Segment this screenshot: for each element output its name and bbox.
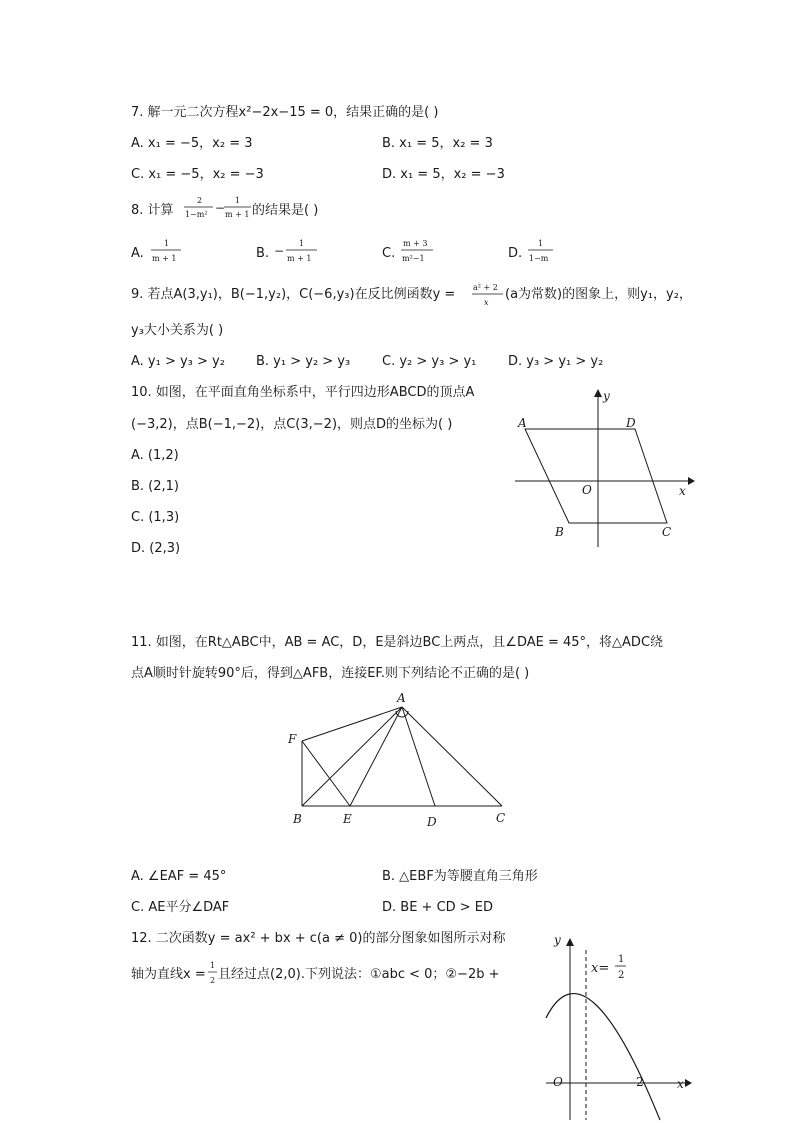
q8-b-den: m + 1 [287,254,312,263]
q8-minus: − [215,201,226,215]
q10-label-b: B [555,525,564,539]
q12-y-arrow [566,938,574,946]
q7-option-d: D. x₁ = 5，x₂ = −3 [382,167,505,182]
q10-option-a: A. (1,2) [131,448,179,463]
q7-option-a: A. x₁ = −5，x₂ = 3 [131,136,253,151]
q10-label-y: y [603,389,610,403]
q8-d-den: 1−m [529,254,549,263]
q9-fraction [470,280,506,310]
q11-label-e: E [343,812,352,826]
q10-label-o: O [582,483,592,497]
q11-seg-ab [302,707,402,806]
q8-b-label: B. [256,246,270,261]
q8-c-den: m²−1 [402,254,425,263]
q10-label-x: x [679,484,686,498]
q11-label-a: A [397,691,406,705]
q10-figure [505,385,695,550]
q8-a-label: A. [131,246,144,261]
q10-x-arrow [688,477,695,485]
q10-label-a: A [518,416,527,430]
q12-line2-a: 轴为直线x = [131,967,206,982]
q8-f1-den: 1−m² [185,210,208,219]
q9-stem-b: (a为常数)的图象上，则y₁，y₂， [505,287,692,302]
q7-stem: 7. 解一元二次方程x²−2x−15 = 0，结果正确的是( ) [131,105,439,120]
q9-frac-den: x [484,298,489,307]
q10-y-arrow [594,389,602,397]
q11-line1: 11. 如图，在Rt△ABC中，AB = AC，D，E是斜边BC上两点，且∠DAE = 45°，将△ADC绕 [131,635,664,650]
q11-label-c: C [496,811,506,825]
q8-suffix: 的结果是( ) [252,203,319,218]
q10-option-d: D. (2,3) [131,541,181,556]
q12-parabola [546,994,660,1120]
q10-label-c: C [662,525,672,539]
q9-option-a: A. y₁ > y₃ > y₂ [131,354,225,369]
q12-figure [540,928,694,1123]
q11-option-c: C. AE平分∠DAF [131,900,230,915]
q12-line2-b: 且经过点(2,0).下列说法：①abc < 0；②−2b + [218,967,500,982]
q11-seg-ad [402,707,435,806]
q11-label-b: B [293,812,302,826]
q12-half-den: 2 [210,976,216,985]
q11-option-a: A. ∠EAF = 45° [131,869,227,884]
q8-prefix: 8. 计算 [131,203,174,218]
q11-seg-ac [402,707,502,806]
q9-option-b: B. y₁ > y₂ > y₃ [256,354,351,369]
q11-label-d: D [427,815,437,829]
q12-label-x: x [677,1077,684,1091]
q10-line2: (−3,2)，点B(−1,−2)，点C(3,−2)，则点D的坐标为( ) [131,417,453,432]
q8-d-label: D. [508,246,523,261]
q9-frac-num: a² + 2 [473,283,498,292]
q8-b-sign: − [274,244,285,258]
q11-label-f: F [288,732,297,746]
q11-option-d: D. BE + CD > ED [382,900,494,915]
q8-f2-den: m + 1 [225,210,250,219]
q8-c-num: m + 3 [403,239,428,248]
q10-parallelogram [525,429,667,523]
q10-label-d: D [626,416,636,430]
q8-f2-num: 1 [235,196,241,205]
q11-figure [280,685,520,835]
q11-line2: 点A顺时针旋转90°后，得到△AFB，连接EF.则下列结论不正确的是( ) [131,666,530,681]
q9-line2: y₃大小关系为( ) [131,323,224,338]
q12-axis-num: 1 [618,954,625,965]
q12-label-y: y [554,933,561,947]
q9-stem-a: 9. 若点A(3,y₁)，B(−1,y₂)，C(−6,y₃)在反比例函数y = [131,287,456,302]
q12-label-2: 2 [636,1075,644,1089]
q10-line1: 10. 如图，在平面直角坐标系中，平行四边形ABCD的顶点A [131,385,475,400]
q9-option-c: C. y₂ > y₃ > y₁ [382,354,477,369]
q12-line1: 12. 二次函数y = ax² + bx + c(a ≠ 0)的部分图象如图所示对称 [131,931,506,946]
q10-option-b: B. (2,1) [131,479,180,494]
q8-b-num: 1 [299,239,305,248]
q12-half-num: 1 [210,961,216,970]
q11-option-b: B. △EBF为等腰直角三角形 [382,869,538,884]
q8-c-label: C. [382,246,396,261]
q9-option-d: D. y₃ > y₁ > y₂ [508,354,604,369]
q8-f1-num: 2 [197,196,203,205]
q12-axis-label: x= [591,961,610,976]
q8-a-num: 1 [164,239,170,248]
q10-option-c: C. (1,3) [131,510,180,525]
q12-axis-den: 2 [618,970,625,981]
q8-block [125,190,685,270]
q7-option-c: C. x₁ = −5，x₂ = −3 [131,167,264,182]
q8-a-den: m + 1 [152,254,177,263]
q12-label-o: O [553,1075,563,1089]
q8-d-num: 1 [538,239,544,248]
q7-option-b: B. x₁ = 5，x₂ = 3 [382,136,493,151]
q11-seg-fe [302,741,350,806]
q12-x-arrow [685,1079,692,1087]
